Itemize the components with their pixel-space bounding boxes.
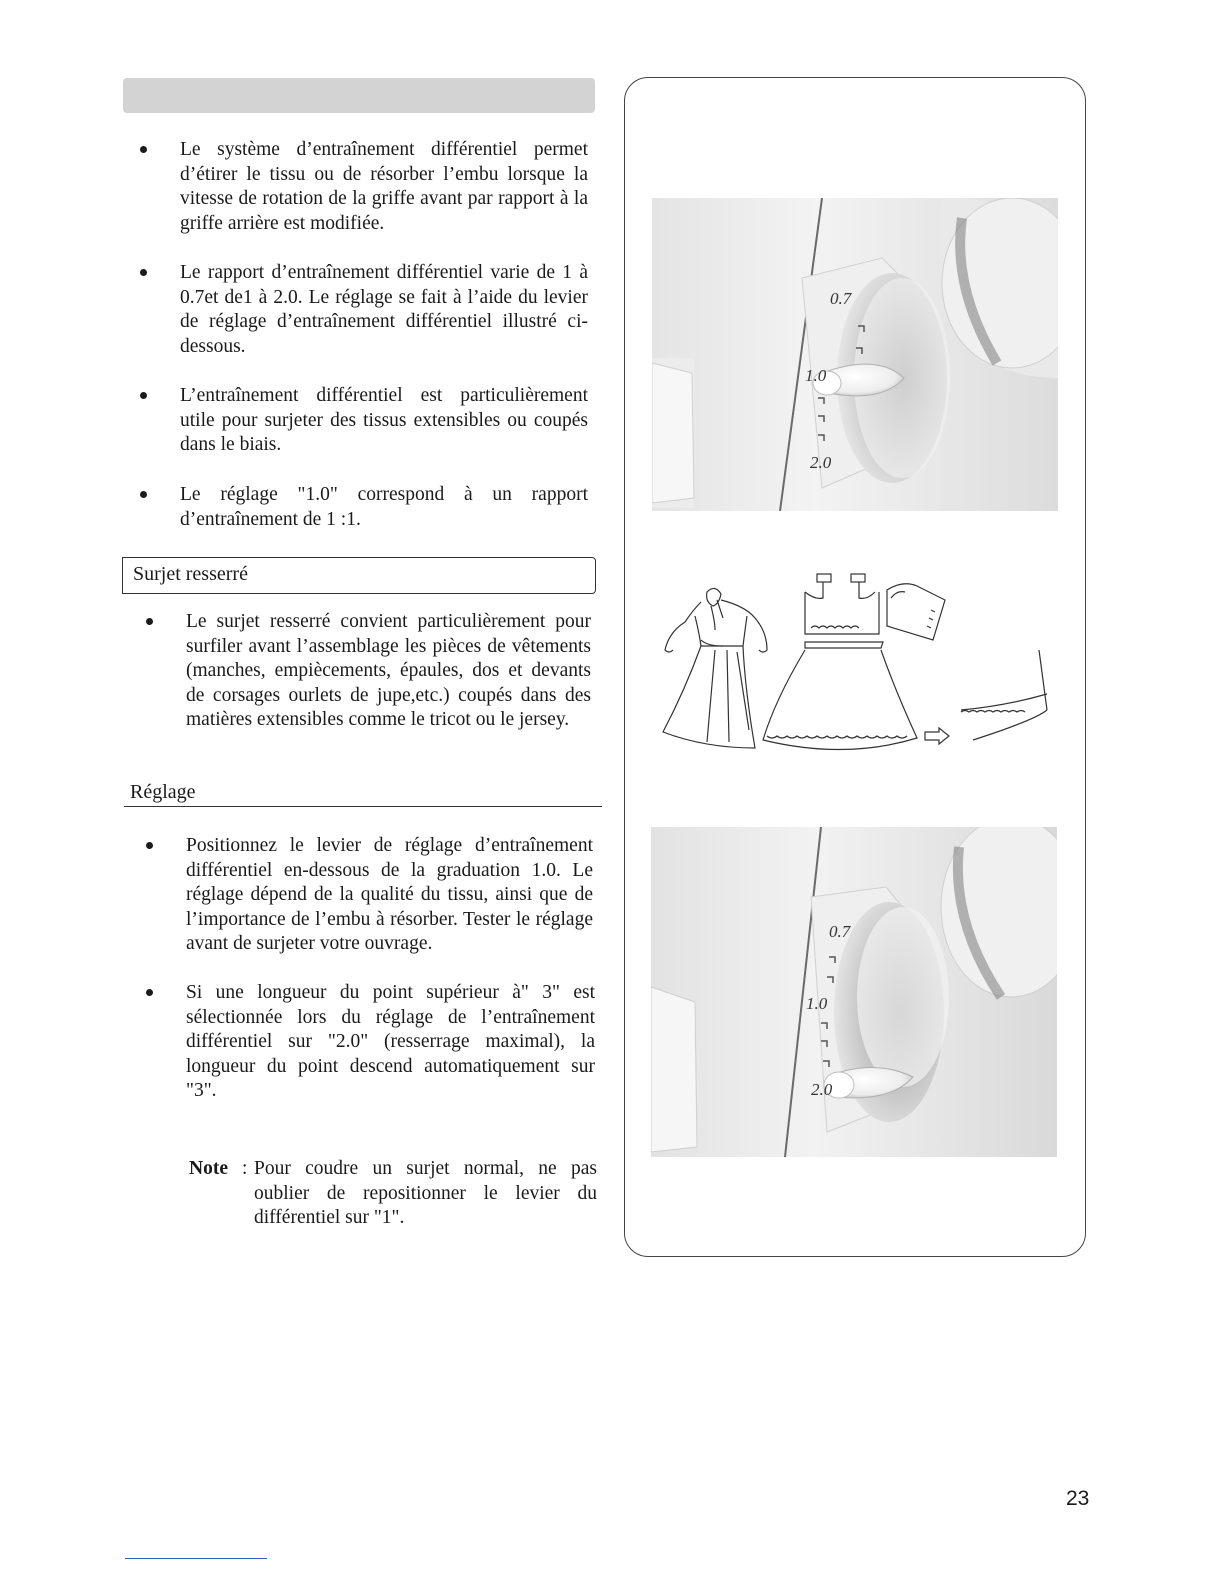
- intro-bullet-text: Le système d’entraînement différentiel permet d’étirer le tissu ou de résorber l’embu lorsque la vitesse de rotation de la griffe avant par rapport à la griffe arrière est modifiée.: [180, 139, 588, 234]
- intro-bullet-1: [180, 138, 588, 236]
- note-colon: :: [242, 1158, 248, 1179]
- bullet-dot: [146, 989, 153, 996]
- dial-label-mid: 1.0: [806, 994, 828, 1013]
- seam-detail-icon: [961, 650, 1047, 740]
- bullet-dot: [146, 842, 153, 849]
- sleeve-piece-icon: [887, 584, 945, 640]
- bullet-dot: [140, 392, 147, 399]
- adjust-bullet-text: Positionnez le levier de réglage d’entraînement différentiel en-dessous de la graduation 1.0. Le réglage dépend de la qualité du tissu, ainsi que de l’importance de l’embu à résorber. Tester le réglage avant de surjeter votre ouvrage.: [186, 835, 593, 955]
- intro-bullet-text: L’entraînement différentiel est particulièrement utile pour surjeter des tissus extensibles ou coupés dans le biais.: [180, 385, 588, 456]
- section-title-gathered: Surjet resserré: [122, 557, 596, 594]
- intro-bullet-2: [180, 261, 588, 359]
- bullet-dot: [140, 269, 147, 276]
- bodice-pieces-icon: [805, 574, 879, 634]
- garment-illustration: [655, 570, 1065, 762]
- adjust-bullet-2: [186, 981, 595, 1104]
- dial-label-top: 0.7: [830, 289, 852, 308]
- intro-bullet-4: [180, 483, 588, 532]
- skirt-piece-icon: [763, 642, 917, 750]
- bullet-dot: [146, 618, 153, 625]
- intro-bullet-text: Le rapport d’entraînement différentiel varie de 1 à 0.7et de1 à 2.0. Le réglage se fait à l’aide du levier de réglage d’entraînement différentiel illustré ci-dessous.: [180, 262, 588, 357]
- dial-photo-lever-1-0: [652, 198, 1058, 511]
- dial-label-bottom: 2.0: [811, 1080, 833, 1099]
- bullet-dot: [140, 146, 147, 153]
- intro-bullet-3: [180, 384, 588, 458]
- dial-label-top: 0.7: [829, 922, 851, 941]
- dial-label-mid: 1.0: [805, 366, 827, 385]
- bullet-dot: [140, 491, 147, 498]
- adjust-bullet-1: [186, 834, 593, 957]
- arrow-right-icon: [925, 728, 949, 744]
- footer-divider: [125, 1558, 267, 1559]
- page-number: 23: [1066, 1487, 1090, 1510]
- section-title-adjust: Réglage: [124, 778, 602, 807]
- section-header-bar: [123, 78, 595, 113]
- gathered-bullet-1: [186, 610, 591, 733]
- adjust-bullet-text: Si une longueur du point supérieur à" 3" est sélectionnée lors du réglage de l’entraînement différentiel sur "2.0" (resserrage maximal), la longueur du point descend automatiquement sur "3".: [186, 982, 595, 1102]
- note-label: Note: [189, 1158, 228, 1179]
- note-text: Pour coudre un surjet normal, ne pas oublier de repositionner le levier du différentiel sur "1".: [254, 1158, 597, 1229]
- note-block: [189, 1157, 597, 1231]
- dress-figure-icon: [663, 588, 767, 748]
- dial-label-bottom: 2.0: [810, 453, 832, 472]
- intro-bullet-text: Le réglage "1.0" correspond à un rapport d’entraînement de 1 :1.: [180, 484, 588, 530]
- gathered-bullet-text: Le surjet resserré convient particulièrement pour surfiler avant l’assemblage les pièces de vêtements (manches, empiècements, épaules, dos et devants de corsages ourlets de jupe,etc.) coupés dans des matières extensibles comme le tricot ou le jersey.: [186, 611, 591, 731]
- dial-photo-lever-2-0: [651, 827, 1057, 1157]
